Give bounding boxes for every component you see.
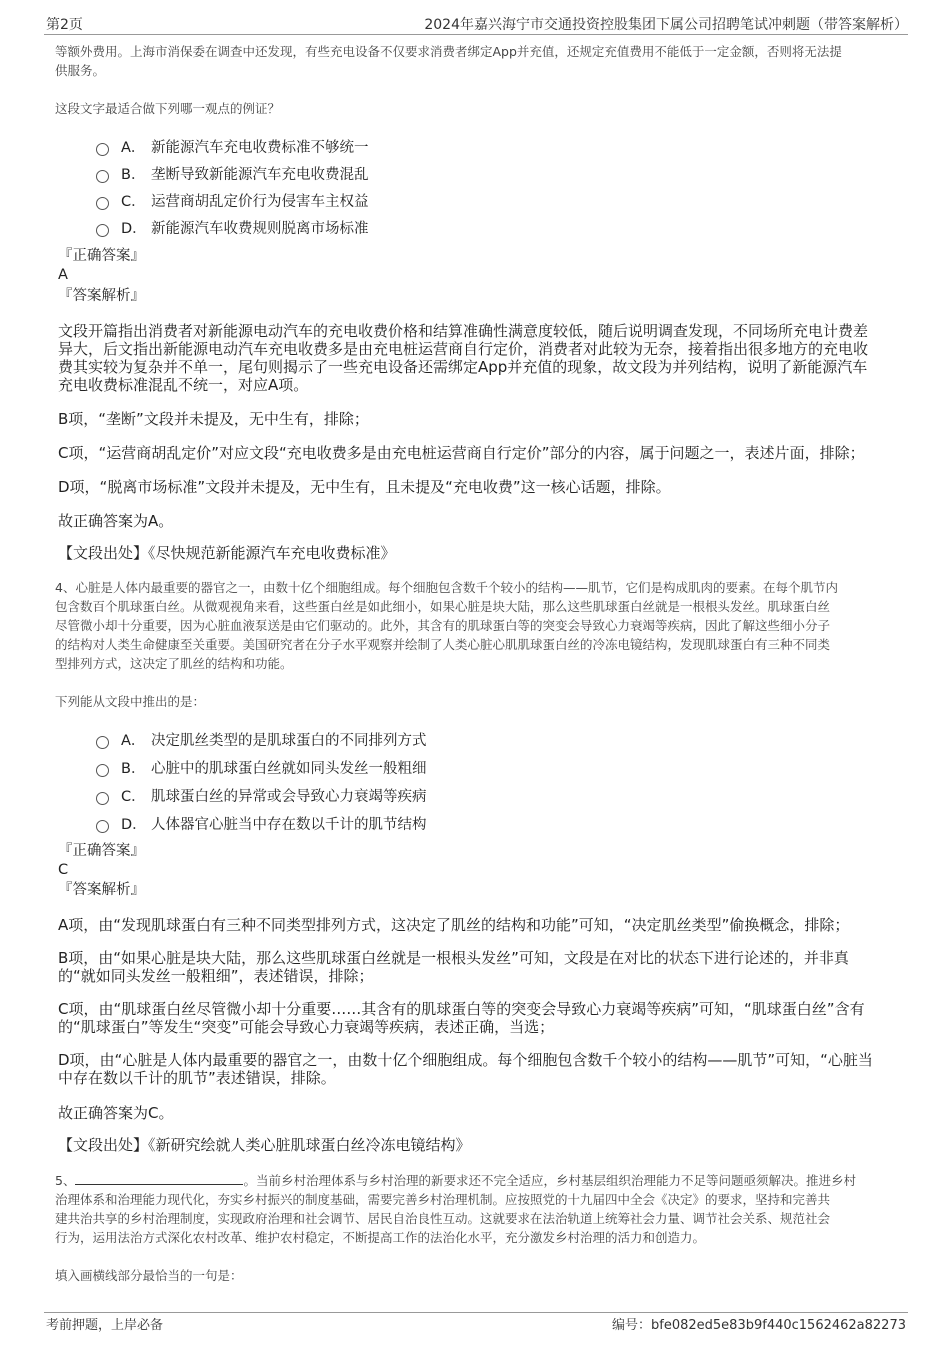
option-letter: D． <box>121 816 147 833</box>
option-text: 运营商胡乱定价行为侵害车主权益 <box>151 193 369 210</box>
analysis-line: 文段开篇指出消费者对新能源电动汽车的充电收费价格和结算准确性满意度较低，随后说明调查发现，不同场所充电计费差 <box>58 322 869 340</box>
analysis-line: 异大，后文指出新能源电动汽车充电收费多是由充电桩运营商自行定价，消费者对此较为无奈，接着指出很多地方的充电收 <box>58 340 869 358</box>
option-text: 新能源汽车充电收费标准不够统一 <box>151 139 369 156</box>
q3-passage-line: 供服务。 <box>55 63 106 78</box>
q4-passage-line: 的结构对人类生命健康至关重要。美国研究者在分子水平观察并绘制了人类心脏心肌肌球蛋白丝的冷冻电镜结构，发现肌球蛋白有三种不同类 <box>55 637 831 652</box>
footer-divider <box>44 1312 908 1313</box>
q4-source: 【文段出处】《新研究绘就人类心脏肌球蛋白丝冷冻电镜结构》 <box>58 1136 471 1154</box>
option-letter: B． <box>121 166 146 183</box>
radio-icon[interactable] <box>96 197 109 210</box>
analysis-line: 充电收费标准混乱不统一，对应A项。 <box>58 376 309 394</box>
q4-passage-line: 4、心脏是人体内最重要的器官之一，由数十亿个细胞组成。每个细胞包含数千个较小的结构——肌节，它们是构成肌肉的要素。在每个肌节内 <box>55 580 838 595</box>
q4-analysis-p4 <box>58 1051 898 1087</box>
q4-option-d[interactable] <box>96 812 427 834</box>
q4-analysis-p3 <box>58 1000 898 1036</box>
option-letter: B． <box>121 760 146 777</box>
q3-option-b[interactable] <box>96 162 369 184</box>
q3-option-a[interactable] <box>96 135 369 157</box>
q5-question: 填入画横线部分最恰当的一句是： <box>55 1268 243 1283</box>
analysis-line: 中存在数以千计的肌节”表述错误，排除。 <box>58 1069 336 1087</box>
q4-analysis-p1: A项，由“发现肌球蛋白有三种不同类型排列方式，这决定了肌丝的结构和功能”可知，“决定肌丝类型”偷换概念，排除； <box>58 916 850 934</box>
option-letter: A． <box>121 732 146 749</box>
radio-icon[interactable] <box>96 143 109 156</box>
page-number: 第2页 <box>46 17 83 33</box>
option-letter: C． <box>121 788 146 805</box>
q4-option-a[interactable] <box>96 728 427 750</box>
analysis-line: 的“就如同头发丝一般粗细”，表述错误，排除； <box>58 967 374 985</box>
option-text: 肌球蛋白丝的异常或会导致心力衰竭等疾病 <box>151 788 427 805</box>
analysis-line: B项，由“如果心脏是块大陆，那么这些肌球蛋白丝就是一根根头发丝”可知，文段是在对比的状态下进行论述的，并非真 <box>58 949 849 967</box>
q5-line-text: 。当前乡村治理体系与乡村治理的新要求还不完全适应，乡村基层组织治理能力不足等问题亟须解决。推进乡村 <box>243 1173 856 1188</box>
q3-answer-label: 『正确答案』 <box>58 248 145 264</box>
q5-passage <box>55 1171 915 1247</box>
radio-icon[interactable] <box>96 820 109 833</box>
radio-icon[interactable] <box>96 224 109 237</box>
document-code: 编号：bfe082ed5e83b9f440c1562462a82273 <box>612 1318 906 1333</box>
q4-option-c[interactable] <box>96 784 427 806</box>
q3-analysis-p3: C项，“运营商胡乱定价”对应文段“充电收费多是由充电桩运营商自行定价”部分的内容，属于问题之一，表述片面，排除； <box>58 444 865 462</box>
q5-passage-line: 建共治共享的乡村治理制度，实现政府治理和社会调节、居民自治良性互动。这就要求在法治轨道上统筹社会力量、调节社会关系、规范社会 <box>55 1211 831 1226</box>
option-text: 人体器官心脏当中存在数以千计的肌节结构 <box>151 816 427 833</box>
q4-passage-line: 包含数百个肌球蛋白丝。从微观视角来看，这些蛋白丝是如此细小，如果心脏是块大陆，那么这些肌球蛋白丝就是一根根头发丝。肌球蛋白丝 <box>55 599 831 614</box>
q3-passage-tail <box>55 42 915 80</box>
analysis-line: D项，由“心脏是人体内最重要的器官之一，由数十亿个细胞组成。每个细胞包含数千个较小的结构——肌节”可知，“心脏当 <box>58 1051 873 1069</box>
option-text: 新能源汽车收费规则脱离市场标准 <box>151 220 369 237</box>
q4-passage-line: 尽管微小却十分重要，因为心脏血液泵送是由它们驱动的。此外，其含有的肌球蛋白等的突变会导致心力衰竭等疾病，因此了解这些细小分子 <box>55 618 831 633</box>
q4-answer: C <box>58 862 69 878</box>
q5-number: 5、 <box>55 1173 76 1188</box>
q3-analysis-p1 <box>58 322 898 394</box>
q4-analysis-p2 <box>58 949 898 985</box>
q4-answer-label: 『正确答案』 <box>58 843 145 859</box>
q3-analysis-p5: 故正确答案为A。 <box>58 512 174 530</box>
analysis-line: C项，由“肌球蛋白丝尽管微小却十分重要……其含有的肌球蛋白等的突变会导致心力衰竭等疾病”可知，“肌球蛋白丝”含有 <box>58 1000 865 1018</box>
q3-answer: A <box>58 267 68 283</box>
q3-analysis-label: 『答案解析』 <box>58 288 145 304</box>
option-text: 垄断导致新能源汽车充电收费混乱 <box>151 166 369 183</box>
option-letter: A． <box>121 139 146 156</box>
radio-icon[interactable] <box>96 792 109 805</box>
radio-icon[interactable] <box>96 170 109 183</box>
q3-option-d[interactable] <box>96 216 369 238</box>
radio-icon[interactable] <box>96 764 109 777</box>
q3-passage-line: 等额外费用。上海市消保委在调查中还发现，有些充电设备不仅要求消费者绑定App并充值，还规定充值费用不能低于一定金额，否则将无法提 <box>55 44 842 59</box>
q4-analysis-p5: 故正确答案为C。 <box>58 1104 174 1122</box>
q4-passage-line: 型排列方式，这决定了肌丝的结构和功能。 <box>55 656 293 671</box>
q5-passage-line: 治理体系和治理能力现代化，夯实乡村振兴的制度基础，需要完善乡村治理机制。应按照党的十九届四中全会《决定》的要求，坚持和完善共 <box>55 1192 831 1207</box>
radio-icon[interactable] <box>96 736 109 749</box>
fill-blank-line <box>75 1171 243 1185</box>
q3-question: 这段文字最适合做下列哪一观点的例证？ <box>55 101 281 116</box>
option-text: 决定肌丝类型的是肌球蛋白的不同排列方式 <box>151 732 427 749</box>
q3-analysis-p2: B项，“垄断”文段并未提及，无中生有，排除； <box>58 410 369 428</box>
option-text: 心脏中的肌球蛋白丝就如同头发丝一般粗细 <box>151 760 427 777</box>
option-letter: C． <box>121 193 146 210</box>
q3-analysis-p4: D项，“脱离市场标准”文段并未提及，无中生有，且未提及“充电收费”这一核心话题，排除。 <box>58 478 671 496</box>
page-header <box>0 0 950 38</box>
q5-passage-line: 行为，运用法治方式深化农村改革、维护农村稳定，不断提高工作的法治化水平，充分激发乡村治理的活力和创造力。 <box>55 1230 706 1245</box>
page-footer <box>0 1300 950 1345</box>
q3-option-c[interactable] <box>96 189 369 211</box>
q4-option-b[interactable] <box>96 756 427 778</box>
q4-question: 下列能从文段中推出的是： <box>55 694 206 709</box>
q3-source: 【文段出处】《尽快规范新能源汽车充电收费标准》 <box>58 544 396 562</box>
footer-slogan: 考前押题，上岸必备 <box>46 1318 164 1333</box>
option-letter: D． <box>121 220 147 237</box>
q4-passage <box>55 578 915 673</box>
header-divider <box>44 34 908 35</box>
analysis-line: 的“肌球蛋白”等发生“突变”可能会导致心力衰竭等疾病，表述正确，当选； <box>58 1018 555 1036</box>
analysis-line: 费其实较为复杂并不单一，尾句则揭示了一些充电设备还需绑定App并充值的现象，故文段为并列结构，说明了新能源汽车 <box>58 358 868 376</box>
document-title: 2024年嘉兴海宁市交通投资控股集团下属公司招聘笔试冲刺题（带答案解析） <box>424 17 908 33</box>
q4-analysis-label: 『答案解析』 <box>58 882 145 898</box>
q5-first-line <box>55 1171 915 1190</box>
